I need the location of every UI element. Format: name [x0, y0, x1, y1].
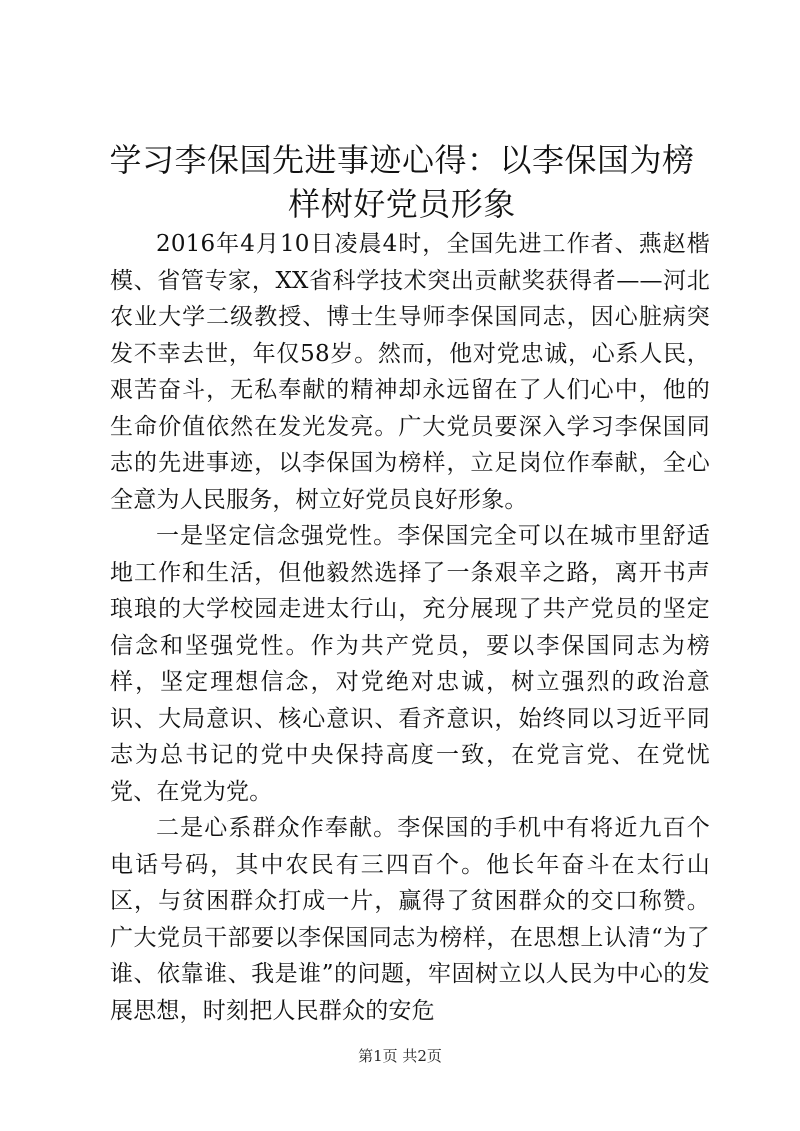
document-title: 学习李保国先进事迹心得：以李保国为榜样树好党员形象: [109, 141, 695, 223]
paragraph-point-two: 二是心系群众作奉献。李保国的手机中有将近九百个电话号码，其中农民有三四百个。他长年奋斗在太行山区，与贫困群众打成一片，赢得了贫困群众的交口称赞。广大党员干部要以李保国同志为榜样，在思想上认清“为了谁、依靠谁、我是谁”的问题，牢固树立以人民为中心的发展思想，时刻把人民群众的安危: [110, 815, 710, 1024]
paragraph-point-one: 一是坚定信念强党性。李保国完全可以在城市里舒适地工作和生活，但他毅然选择了一条艰辛之路，离开书声琅琅的大学校园走进太行山，充分展现了共产党员的坚定信念和坚强党性。作为共产党员，要以李保国同志为榜样，坚定理想信念，对党绝对忠诚，树立强烈的政治意识、大局意识、核心意识、看齐意识，始终同以习近平同志为总书记的党中央保持高度一致，在党言党、在党忧党、在党为党。: [110, 523, 710, 805]
page-footer: [0, 1046, 800, 1066]
page-number-label: 第1页 共2页: [358, 1047, 442, 1065]
paragraph-intro: 2016年4月10日凌晨4时，全国先进工作者、燕赵楷模、省管专家，XX省科学技术突出贡献奖获得者——河北农业大学二级教授、博士生导师李保国同志，因心脏病突发不幸去世，年仅58岁。然而，他对党忠诚，心系人民，艰苦奋斗，无私奉献的精神却永远留在了人们心中，他的生命价值依然在发光发亮。广大党员要深入学习李保国同志的先进事迹，以李保国为榜样，立足岗位作奉献，全心全意为人民服务，树立好党员良好形象。: [110, 231, 710, 513]
document-body: [110, 226, 710, 1029]
